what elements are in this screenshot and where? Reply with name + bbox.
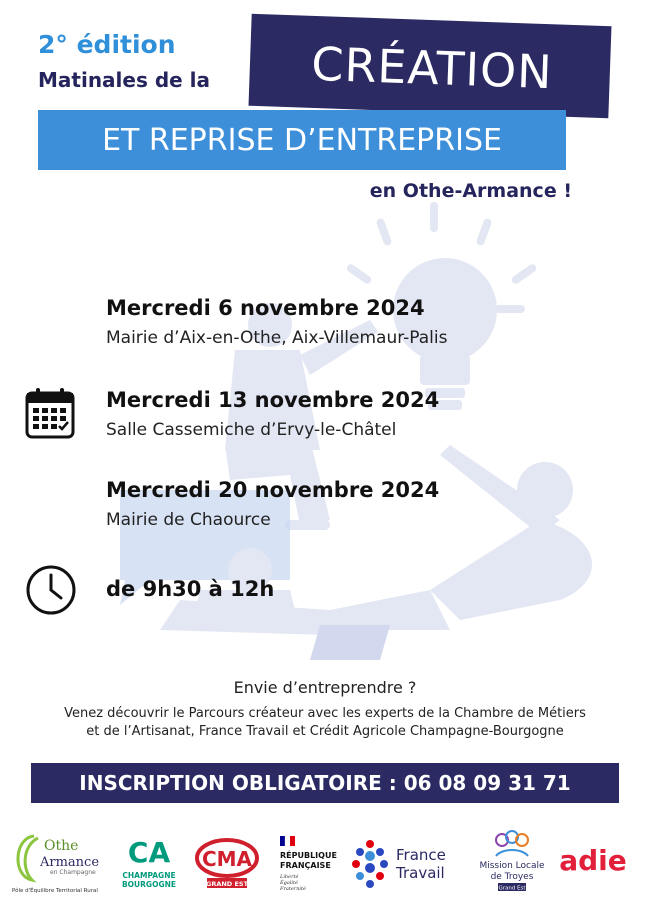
ca-line2: BOURGOGNE: [121, 880, 177, 889]
matinales-label: Matinales de la: [38, 68, 211, 92]
description-line-2: et de l’Artisanat, France Travail et Crédit Agricole Champagne-Bourgogne: [86, 724, 564, 739]
date-1-title: Mercredi 6 novembre 2024: [106, 296, 425, 320]
date-3-title: Mercredi 20 novembre 2024: [106, 478, 440, 502]
france-travail-logo: [346, 828, 460, 898]
adie-logo: [556, 828, 630, 898]
ca-mark: CA: [127, 836, 171, 869]
location-tag: en Othe-Armance !: [369, 180, 572, 202]
othe-caption: Pôle d'Équilibre Territorial Rural: [12, 888, 98, 894]
ft-line1: France: [396, 846, 446, 864]
ml-line1: Mission Locale: [479, 861, 545, 871]
republique-francaise-logo: [276, 828, 338, 898]
cma-text: CMA: [201, 847, 253, 871]
mission-locale-mark: [474, 828, 550, 898]
inscription-banner: INSCRIPTION OBLIGATOIRE : 06 08 09 31 71: [31, 763, 619, 803]
date-2-place: Salle Cassemiche d’Ervy-le-Châtel: [106, 420, 397, 440]
envie-heading: Envie d’entreprendre ?: [233, 678, 417, 697]
ft-line2: Travail: [396, 864, 445, 882]
ca-line1: CHAMPAGNE: [122, 871, 176, 880]
creation-title: CRÉATION: [310, 36, 554, 100]
description-line-1: Venez découvrir le Parcours créateur avec les experts de la Chambre de Métiers: [64, 706, 586, 721]
date-3-place: Mairie de Chaource: [106, 510, 271, 530]
adie-mark: [556, 828, 630, 898]
edition-label: 2° édition: [38, 30, 176, 59]
reprise-banner: [38, 110, 566, 170]
rf-line1: RÉPUBLIQUE: [280, 851, 337, 860]
rf-line2: FRANÇAISE: [280, 861, 331, 870]
date-2-title: Mercredi 13 novembre 2024: [106, 388, 440, 412]
calendar-icon: [24, 385, 76, 441]
credit-agricole-logo: [118, 828, 180, 898]
cma-logo: [192, 828, 262, 898]
ml-line2: de Troyes: [490, 872, 534, 882]
rf-motto1: Liberté: [280, 874, 299, 880]
cma-caption: GRAND EST: [205, 880, 249, 888]
cma-mark: [192, 828, 262, 898]
othe-line2: Armance: [40, 855, 100, 870]
time-label: de 9h30 à 12h: [106, 577, 275, 601]
othe-line3: en Champagne: [50, 869, 96, 876]
france-travail-mark: [346, 828, 460, 898]
mission-locale-logo: [474, 828, 550, 898]
adie-text: adie: [559, 844, 627, 877]
ml-caption: Grand Est: [498, 885, 526, 892]
rf-mark: [276, 828, 338, 898]
othe-armance-mark: [10, 828, 110, 898]
othe-armance-logo: [10, 828, 110, 898]
description: [0, 705, 650, 741]
credit-agricole-mark: [118, 828, 180, 898]
reprise-title: ET REPRISE D’ENTREPRISE: [102, 122, 502, 158]
date-1-place: Mairie d’Aix-en-Othe, Aix-Villemaur-Palis: [106, 328, 448, 348]
othe-line1: Othe: [44, 838, 79, 854]
rf-motto3: Fraternité: [280, 886, 306, 892]
rf-motto2: Égalité: [280, 880, 298, 886]
clock-icon: [24, 563, 78, 617]
